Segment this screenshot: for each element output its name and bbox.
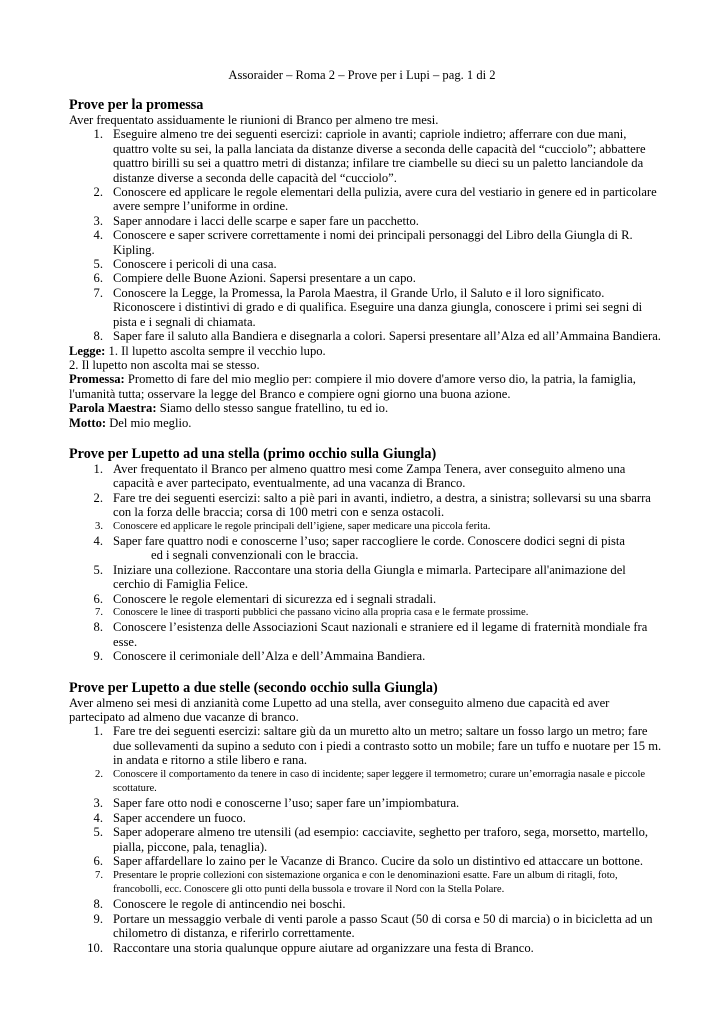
section-title-una-stella: Prove per Lupetto ad una stella (primo occhio sulla Giungla) <box>69 445 437 462</box>
list-item: 1. Aver frequentato il Branco per almeno quattro mesi come Zampa Tenera, aver conseguito almeno una capacità e aver partecipato, eventualmente, ad una vacanza di Branco. <box>93 461 626 491</box>
motto-text: Motto: Del mio meglio. <box>69 415 192 430</box>
motto-label: Motto: <box>69 415 107 430</box>
list-item: 2. Conoscere ed applicare le regole elementari della pulizia, avere cura del vestiario in genere ed in particolare avere sempre l’uniforme in ordine. <box>93 185 657 214</box>
document-body <box>69 97 664 955</box>
list-item: 10. Raccontare una storia qualunque oppure aiutare ad organizzare una festa di Branco. <box>87 940 534 955</box>
parola-maestra-label: Parola Maestra: <box>69 401 157 416</box>
list-item: 4. Saper accendere un fuoco. <box>93 810 246 825</box>
list-item: 1. Fare tre dei seguenti esercizi: saltare giù da un muretto alto un metro; saltare un fosso largo un metro; fare due sollevamenti da supino a seduto con i piedi a contrasto sotto un mobile; fare un tuffo e nuotare per 15 m. in andata e ritorno a stile libero e rana. <box>93 724 662 768</box>
section-title-due-stelle: Prove per Lupetto a due stelle (secondo occhio sulla Giungla) <box>69 679 438 696</box>
list-item: 5. Iniziare una collezione. Raccontare una storia della Giungla e mimarla. Partecipare all'animazione del cerchio di Famiglia Felice. <box>93 562 626 592</box>
parola-maestra-text: Parola Maestra: Siamo dello stesso sangue fratellino, tu ed io. <box>69 401 389 416</box>
section-intro-due-stelle: Aver almeno sei mesi di anzianità come Lupetto ad una stella, aver conseguito almeno due capacità ed aver partecipato ad almeno due vacanze di branco. <box>69 695 610 725</box>
list-item: 7. Presentare le proprie collezioni con sistemazione organica e con le denominazioni esatte. Fare un album di ritagli, foto, francobolli, ecc. Conoscere gli otto punti della bussola e trovare il Nord con la Stella Polare. <box>95 869 618 895</box>
list-item: 6. Compiere delle Buone Azioni. Sapersi presentare a un capo. <box>93 271 416 286</box>
legge-line-1: Legge: 1. Il lupetto ascolta sempre il vecchio lupo. <box>69 343 326 358</box>
list-item: 5. Conoscere i pericoli di una casa. <box>93 257 277 272</box>
promessa-label: Promessa: <box>69 372 125 387</box>
list-due-stelle <box>69 724 664 955</box>
list-item: 4. Conoscere e saper scrivere correttamente i nomi dei principali personaggi del Libro della Giungla di R. Kipling. <box>93 228 633 257</box>
list-item: 6. Saper affardellare lo zaino per le Vacanze di Branco. Cucire da solo un distintivo ed attaccare un bottone. <box>93 854 644 869</box>
legge-label: Legge: <box>69 343 106 358</box>
list-item: 1. Eseguire almeno tre dei seguenti esercizi: capriole in avanti; capriole indietro; afferrare con due mani, quattro volte su sei, la palla lanciata da distanze diverse a seconda delle capacità del “cucciolo”; abbattere quattro birilli su sei a quattro metri di distanza; infilare tre ciambelle su dieci su un paletto lanciandole da distanze diverse a seconda delle capacità del “cucciolo”. <box>93 127 646 185</box>
list-item: 2. Conoscere il comportamento da tenere in caso di incidente; saper leggere il termometro; curare un’emorragia nasale e piccole scottature. <box>95 768 646 795</box>
list-item: 6. Conoscere le regole elementari di sicurezza ed i segnali stradali. <box>93 591 437 606</box>
list-item: 2. Fare tre dei seguenti esercizi: salto a piè pari in avanti, indietro, a destra, a sinistra; sollevarsi su una sbarra con la forza delle braccia; corsa di 100 metri con e senza ostacoli. <box>93 490 651 520</box>
list-item: 8. Conoscere le regole di antincendio nei boschi. <box>93 897 346 912</box>
page-header: Assoraider – Roma 2 – Prove per i Lupi – pag. 1 di 2 <box>228 68 496 82</box>
list-item: 7. Conoscere la Legge, la Promessa, la Parola Maestra, il Grande Urlo, il Saluto e il loro significato. Riconoscere i distintivi di grado e di qualifica. Eseguire una danza giungla, conoscere i primi sei segni di pista e i segnali di chiamata. <box>93 285 643 329</box>
list-item: 7. Conoscere le linee di trasporti pubblici che passano vicino alla propria casa e le fermate prossime. <box>95 607 529 618</box>
list-item: 3. Saper fare otto nodi e conoscerne l’uso; saper fare un’impiombatura. <box>93 796 460 811</box>
promessa-text: Promessa: Prometto di fare del mio meglio per: compiere il mio dovere d'amore verso dio, la patria, la famiglia, l'umanità tutta; osservare la legge del Branco e compiere ogni giorno una buona azione. <box>69 372 636 401</box>
list-item: 8. Saper fare il saluto alla Bandiera e disegnarla a colori. Sapersi presentare all’Alza ed all’Ammaina Bandiera. <box>93 329 661 344</box>
list-item: 4. Saper fare quattro nodi e conoscerne l’uso; saper raccogliere le corde. Conoscere dodici segni di pista ed i segnali convenzionali con le braccia. <box>93 533 625 563</box>
list-item: 9. Conoscere il cerimoniale dell’Alza e dell’Ammaina Bandiera. <box>93 649 426 664</box>
list-una-stella <box>69 462 664 664</box>
list-item: 5. Saper adoperare almeno tre utensili (ad esempio: cacciavite, seghetto per traforo, sega, morsetto, martello, pialla, piccone, pala, tenaglia). <box>93 825 649 854</box>
section-intro-promessa: Aver frequentato assiduamente le riunioni di Branco per almeno tre mesi. <box>69 113 439 127</box>
list-item: 8. Conoscere l’esistenza delle Associazioni Scaut nazionali e straniere ed il legame di fraternità mondiale fra esse. <box>93 620 648 649</box>
list-item: 9. Portare un messaggio verbale di venti parole a passo Scaut (50 di corsa e 50 di marcia) o in bicicletta ad un chilometro di distanza, e riferirlo correttamente. <box>93 911 653 941</box>
section-title-promessa: Prove per la promessa <box>69 97 204 113</box>
list-item: 3. Saper annodare i lacci delle scarpe e saper fare un pacchetto. <box>93 213 419 228</box>
list-item: 3. Conoscere ed applicare le regole principali dell’igiene, saper medicare una piccola ferita. <box>95 520 491 532</box>
legge-line-2: 2. Il lupetto non ascolta mai se stesso. <box>69 357 260 372</box>
list-promessa <box>69 127 664 343</box>
